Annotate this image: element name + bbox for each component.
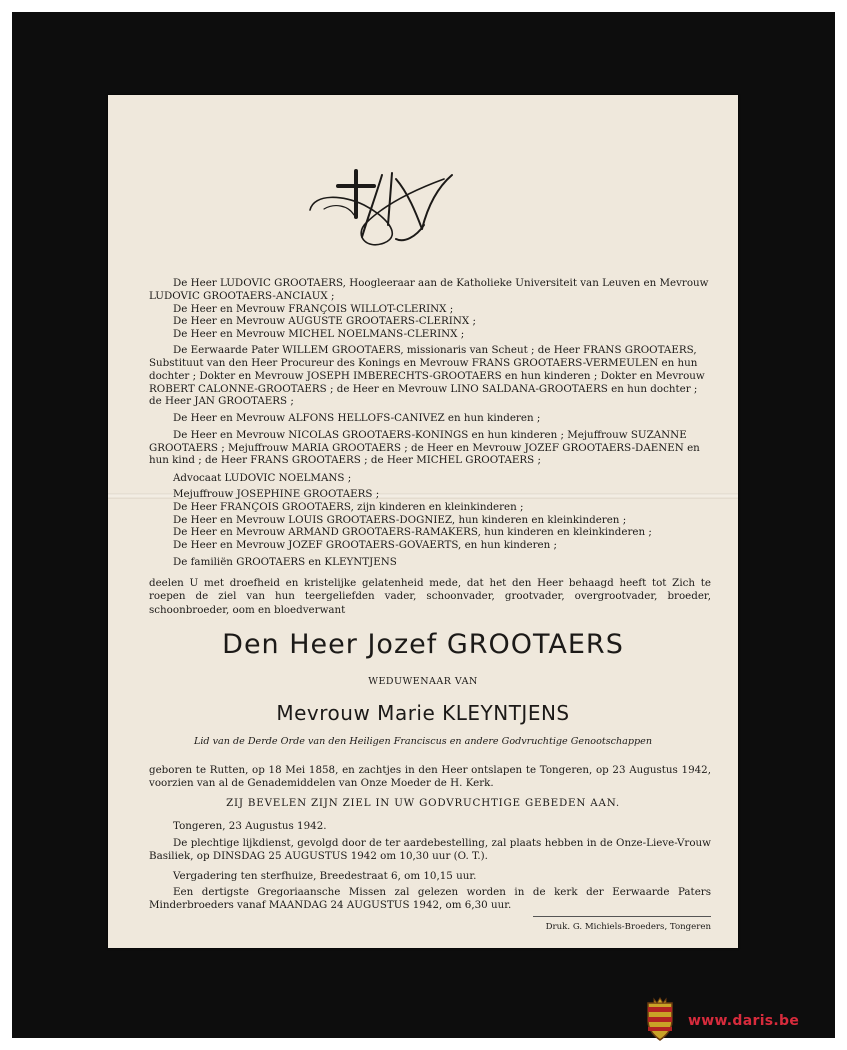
heraldic-shield-icon: [644, 997, 676, 1041]
prayer-request: ZIJ BEVELEN ZIJN ZIEL IN UW GODVRUCHTIGE GEBEDEN AAN.: [226, 797, 620, 809]
family-line: dochter ; Dokter en Mevrouw JOSEPH IMBERECHTS-GROOTAERS en hun kinderen ; Dokter en Mevrouw: [149, 370, 705, 382]
family-line: Mejuffrouw JOSEPHINE GROOTAERS ;: [173, 488, 380, 500]
website-watermark: www.daris.be: [688, 1013, 800, 1029]
gathering-line: Vergadering ten sterfhuize, Breedestraat 6, om 10,15 uur.: [173, 870, 477, 882]
birth-death-paragraph: geboren te Rutten, op 18 Mei 1858, en zachtjes in den Heer ontslapen te Tongeren, op 23 Augustus 1942, voorzien van al de Genademiddelen van Onze Moeder de H. Kerk.: [149, 764, 711, 790]
family-line: ROBERT CALONNE-GROOTAERS ; de Heer en Mevrouw LINO SALDANA-GROOTAERS en hun dochter ;: [149, 383, 698, 395]
masses-paragraph: Een dertigste Gregoriaansche Missen zal gelezen worden in de kerk der Eerwaarde Paters Minderbroeders vanaf MAANDAG 24 AUGUSTUS 1942, om 6,30 uur.: [149, 886, 711, 912]
family-line: De Heer en Mevrouw LOUIS GROOTAERS-DOGNIEZ, hun kinderen en kleinkinderen ;: [173, 514, 627, 526]
family-line: GROOTAERS ; Mejuffrouw MARIA GROOTAERS ; de Heer en Mevrouw JOZEF GROOTAERS-DAENEN en: [149, 442, 700, 454]
family-line: hun kind ; de Heer FRANS GROOTAERS ; de Heer MICHEL GROOTAERS ;: [149, 454, 541, 466]
printer-credit: Druk. G. Michiels-Broeders, Tongeren: [533, 916, 711, 932]
family-line: De Heer en Mevrouw JOZEF GROOTAERS-GOVAERTS, en hun kinderen ;: [173, 539, 557, 551]
intro-paragraph: deelen U met droefheid en kristelijke gelatenheid mede, dat het den Heer behaagd heeft tot Zich te roepen de ziel van hun teergeliefden vader, schoonvader, grootvader, overgrootvader, broeder, schoonbroeder, oom en bloedverwant: [149, 577, 711, 616]
family-line: De Heer en Mevrouw ARMAND GROOTAERS-RAMAKERS, hun kinderen en kleinkinderen ;: [173, 526, 652, 538]
family-line: De Heer en Mevrouw AUGUSTE GROOTAERS-CLERINX ;: [173, 315, 476, 327]
cross-monogram-icon: [304, 165, 454, 255]
family-line: De Heer en Mevrouw ALFONS HELLOFS-CANIVEZ en hun kinderen ;: [173, 412, 541, 424]
membership-line: Lid van de Derde Orde van den Heiligen Franciscus en andere Godvruchtige Genootschappen: [193, 736, 653, 747]
family-line: Advocaat LUDOVIC NOELMANS ;: [173, 472, 352, 484]
family-line: de Heer JAN GROOTAERS ;: [149, 395, 294, 407]
family-line: Substituut van den Heer Procureur des Konings en Mevrouw FRANS GROOTAERS-VERMEULEN en hun: [149, 357, 698, 369]
family-line: De familiën GROOTAERS en KLEYNTJENS: [173, 556, 397, 568]
family-line: De Heer en Mevrouw NICOLAS GROOTAERS-KONINGS en hun kinderen ; Mejuffrouw SUZANNE: [173, 429, 687, 441]
spouse-name: Mevrouw Marie KLEYNTJENS: [276, 701, 570, 725]
funeral-paragraph: De plechtige lijkdienst, gevolgd door de ter aardebestelling, zal plaats hebben in de Onze-Lieve-Vrouw Basiliek, op DINSDAG 25 AUGUSTUS 1942 om 10,30 uur (O. T.).: [149, 837, 711, 863]
family-line: De Heer en Mevrouw MICHEL NOELMANS-CLERINX ;: [173, 328, 465, 340]
family-line: De Heer FRANÇOIS GROOTAERS, zijn kinderen en kleinkinderen ;: [173, 501, 524, 513]
family-line: De Eerwaarde Pater WILLEM GROOTAERS, missionaris van Scheut ; de Heer FRANS GROOTAERS,: [173, 344, 697, 356]
death-notice-card: [108, 95, 738, 948]
deceased-name: Den Heer Jozef GROOTAERS: [222, 629, 624, 660]
place-date: Tongeren, 23 Augustus 1942.: [173, 820, 327, 832]
family-line: De Heer en Mevrouw FRANÇOIS WILLOT-CLERINX ;: [173, 303, 454, 315]
family-line: LUDOVIC GROOTAERS-ANCIAUX ;: [149, 290, 335, 302]
family-line: De Heer LUDOVIC GROOTAERS, Hoogleeraar aan de Katholieke Universiteit van Leuven en Mevrouw: [173, 277, 709, 289]
widower-of: WEDUWENAAR VAN: [368, 676, 478, 687]
